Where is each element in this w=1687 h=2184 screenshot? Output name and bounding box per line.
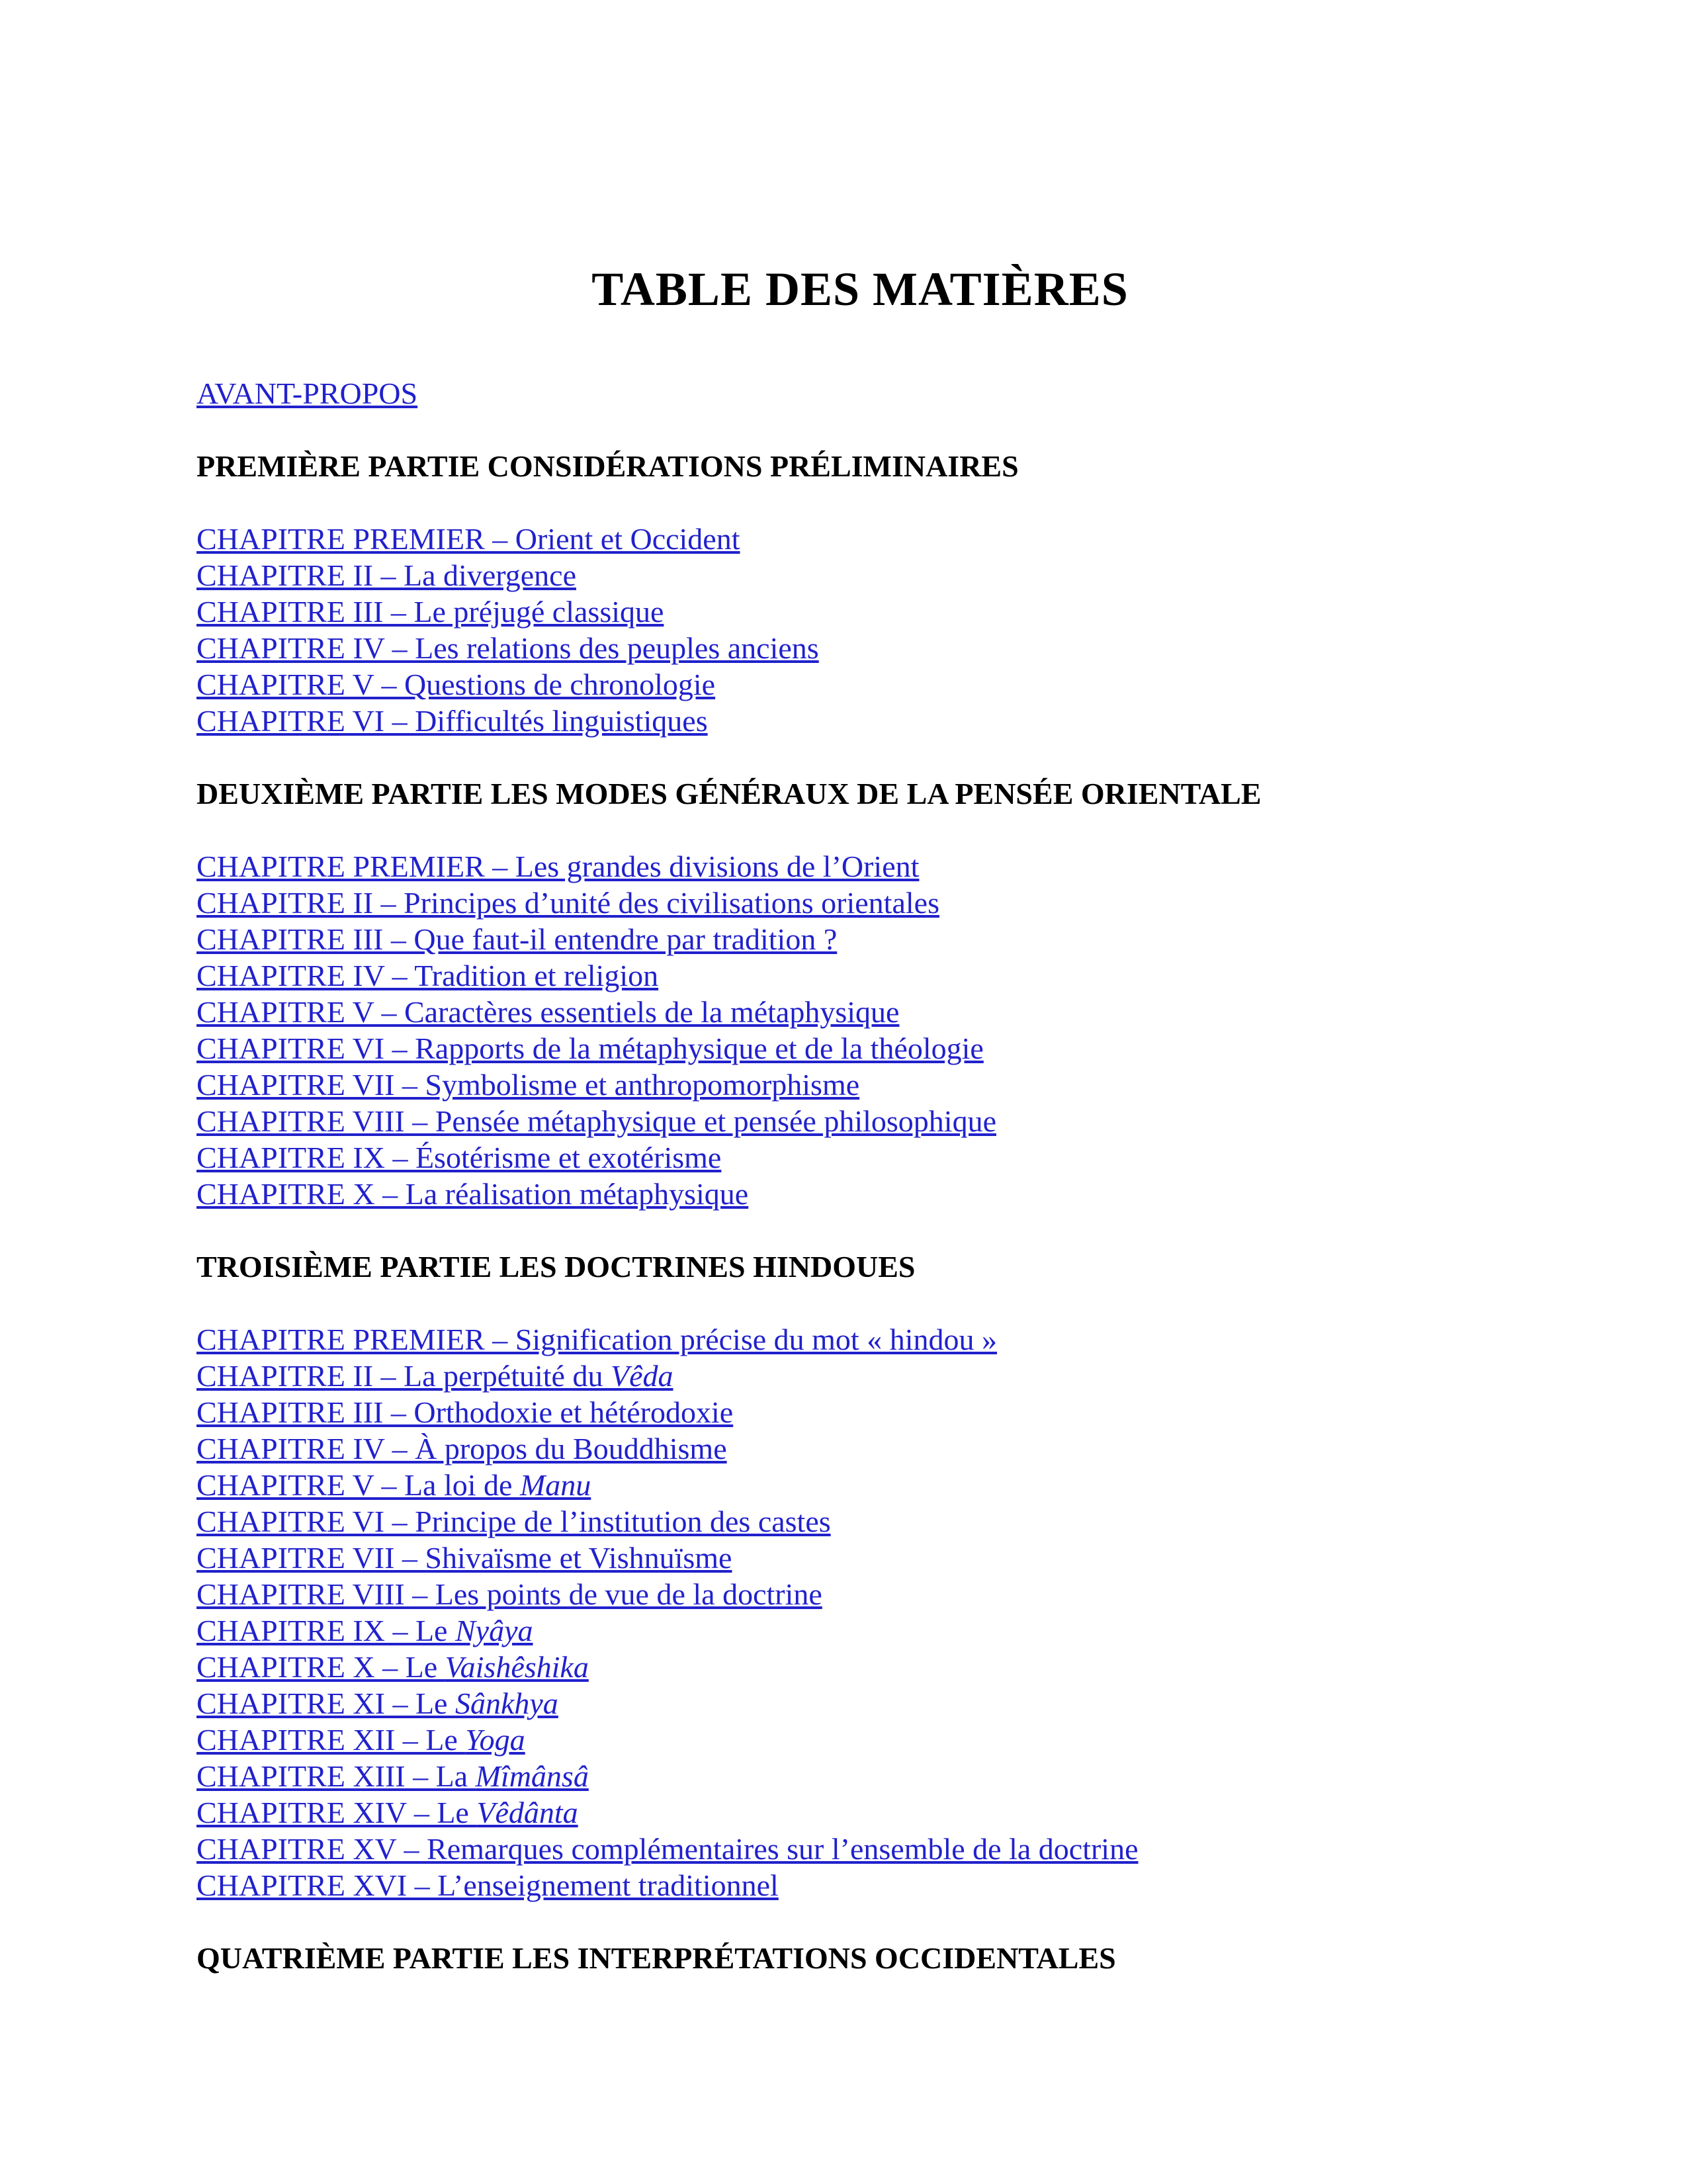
toc-entry <box>196 957 1524 994</box>
toc-link[interactable] <box>196 1723 525 1757</box>
toc-link-text: CHAPITRE III – Que faut-il entendre par tradition ? <box>196 922 838 957</box>
toc-entry <box>196 703 1524 739</box>
toc-link-text: CHAPITRE PREMIER – Les grandes divisions de l’Orient <box>196 850 920 884</box>
toc-link-text: CHAPITRE V – La loi de <box>196 1468 520 1503</box>
toc-link[interactable] <box>196 850 919 883</box>
toc-link[interactable] <box>196 1541 732 1575</box>
toc-link[interactable] <box>196 1868 779 1902</box>
toc-entry <box>196 1176 1524 1212</box>
toc-link-text: CHAPITRE IV – Tradition et religion <box>196 959 659 993</box>
toc-link[interactable] <box>196 1323 997 1356</box>
toc-entry <box>196 848 1524 885</box>
toc-link-text: CHAPITRE V – Questions de chronologie <box>196 668 716 702</box>
toc-link-text: CHAPITRE XII – Le <box>196 1723 466 1757</box>
toc-entry <box>196 1321 1524 1358</box>
toc-link-text: CHAPITRE VI – Difficultés linguistiques <box>196 704 708 738</box>
toc-link-text: CHAPITRE III – Orthodoxie et hétérodoxie <box>196 1395 734 1430</box>
part-2-heading: DEUXIÈME PARTIE LES MODES GÉNÉRAUX DE LA PENSÉE ORIENTALE <box>196 777 1262 811</box>
toc-entry <box>196 1831 1524 1867</box>
part-1-chapter-list <box>196 521 1524 739</box>
toc-link[interactable] <box>196 1432 727 1465</box>
toc-link-text: CHAPITRE PREMIER – Orient et Occident <box>196 522 740 556</box>
toc-link[interactable] <box>196 1650 589 1684</box>
toc-entry <box>196 1649 1524 1685</box>
toc-link-text: CHAPITRE XV – Remarques complémentaires sur l’ensemble de la doctrine <box>196 1832 1139 1866</box>
toc-entry <box>196 1794 1524 1831</box>
toc-entry <box>196 1394 1524 1430</box>
toc-link-italic: Nyâya <box>454 1614 533 1648</box>
toc-entry <box>196 921 1524 957</box>
toc-link[interactable] <box>196 1141 721 1174</box>
toc-entry <box>196 666 1524 703</box>
toc-link[interactable] <box>196 1104 996 1138</box>
toc-link-text: CHAPITRE IX – Ésotérisme et exotérisme <box>196 1141 722 1175</box>
toc-link-italic: Mîmânsâ <box>475 1759 589 1794</box>
toc-entry <box>196 994 1524 1030</box>
toc-link[interactable] <box>196 558 576 592</box>
toc-entry <box>196 1467 1524 1503</box>
toc-entry <box>196 521 1524 557</box>
part-3-heading: TROISIÈME PARTIE LES DOCTRINES HINDOUES <box>196 1250 916 1284</box>
toc-entry <box>196 630 1524 666</box>
toc-entry <box>196 1612 1524 1649</box>
toc-link[interactable] <box>196 1068 859 1102</box>
toc-link-italic: Vêda <box>610 1359 673 1393</box>
toc-entry <box>196 1139 1524 1176</box>
toc-entry <box>196 1576 1524 1612</box>
toc-link-text: CHAPITRE XI – Le <box>196 1686 455 1721</box>
page-title: TABLE DES MATIÈRES <box>591 263 1129 316</box>
part-3-chapter-list <box>196 1321 1524 1903</box>
toc-link[interactable] <box>196 886 939 920</box>
toc-link[interactable] <box>196 1796 578 1829</box>
toc-link-italic: Vaishêshika <box>445 1650 589 1684</box>
toc-link-text: CHAPITRE VII – Shivaïsme et Vishnuïsme <box>196 1541 732 1575</box>
part-1-heading: PREMIÈRE PARTIE CONSIDÉRATIONS PRÉLIMINAIRES <box>196 449 1019 484</box>
toc-link-text: CHAPITRE V – Caractères essentiels de la métaphysique <box>196 995 900 1029</box>
toc-link-italic: Sânkhya <box>454 1686 558 1721</box>
toc-link[interactable] <box>196 1395 733 1429</box>
toc-link[interactable] <box>196 995 899 1029</box>
toc-link-text: CHAPITRE X – Le <box>196 1650 445 1684</box>
table-of-contents <box>196 375 1524 1976</box>
toc-link[interactable] <box>196 1359 673 1393</box>
toc-entry <box>196 593 1524 630</box>
toc-link[interactable] <box>196 1505 831 1538</box>
toc-link-text: CHAPITRE IV – À propos du Bouddhisme <box>196 1432 727 1466</box>
avant-propos-row <box>196 375 1524 412</box>
toc-entry <box>196 1430 1524 1467</box>
part-2-chapter-list <box>196 848 1524 1212</box>
toc-link-italic: Yoga <box>465 1723 525 1757</box>
toc-link-text: CHAPITRE II – Principes d’unité des civilisations orientales <box>196 886 939 920</box>
toc-link-italic: Manu <box>519 1468 591 1503</box>
toc-entry <box>196 1067 1524 1103</box>
toc-link-text: CHAPITRE VI – Principe de l’institution des castes <box>196 1505 831 1539</box>
toc-link[interactable] <box>196 1468 591 1502</box>
toc-link[interactable] <box>196 1614 533 1647</box>
toc-entry <box>196 1685 1524 1722</box>
toc-entry <box>196 1540 1524 1576</box>
toc-link[interactable] <box>196 631 819 665</box>
toc-entry <box>196 885 1524 921</box>
toc-entry <box>196 1030 1524 1067</box>
toc-link[interactable] <box>196 1759 589 1793</box>
toc-entry <box>196 1722 1524 1758</box>
toc-link-text: CHAPITRE VIII – Les points de vue de la doctrine <box>196 1577 822 1612</box>
toc-link-italic: Vêdânta <box>476 1796 578 1830</box>
toc-link-text: CHAPITRE VII – Symbolisme et anthropomorphisme <box>196 1068 860 1102</box>
toc-link[interactable] <box>196 1177 748 1211</box>
toc-entry <box>196 1358 1524 1394</box>
toc-link[interactable] <box>196 704 708 738</box>
toc-link[interactable] <box>196 1832 1139 1866</box>
toc-link-text: CHAPITRE XIII – La <box>196 1759 476 1794</box>
toc-link[interactable] <box>196 1031 984 1065</box>
toc-entry <box>196 1758 1524 1794</box>
toc-entry <box>196 1867 1524 1903</box>
toc-link[interactable] <box>196 1577 822 1611</box>
toc-link-text: CHAPITRE XIV – Le <box>196 1796 477 1830</box>
toc-link-text: CHAPITRE IV – Les relations des peuples anciens <box>196 631 819 666</box>
toc-link-text: CHAPITRE III – Le préjugé classique <box>196 595 664 629</box>
part-4-heading: QUATRIÈME PARTIE LES INTERPRÉTATIONS OCCIDENTALES <box>196 1941 1116 1976</box>
toc-link-text: CHAPITRE VIII – Pensée métaphysique et pensée philosophique <box>196 1104 996 1139</box>
toc-link-text: CHAPITRE XVI – L’enseignement traditionnel <box>196 1868 779 1903</box>
toc-link[interactable] <box>196 922 837 956</box>
toc-link-text: CHAPITRE II – La perpétuité du <box>196 1359 611 1393</box>
toc-link-text: CHAPITRE X – La réalisation métaphysique <box>196 1177 749 1211</box>
toc-link-text: CHAPITRE VI – Rapports de la métaphysique et de la théologie <box>196 1031 984 1066</box>
toc-link-text: CHAPITRE PREMIER – Signification précise du mot « hindou » <box>196 1323 997 1357</box>
toc-link-text: CHAPITRE II – La divergence <box>196 558 576 593</box>
toc-entry <box>196 1503 1524 1540</box>
toc-link[interactable] <box>196 522 740 556</box>
toc-link[interactable] <box>196 1686 558 1720</box>
toc-entry <box>196 557 1524 593</box>
toc-link[interactable] <box>196 668 715 701</box>
toc-link-text: CHAPITRE IX – Le <box>196 1614 455 1648</box>
avant-propos-link[interactable]: AVANT-PROPOS <box>196 376 418 411</box>
toc-link[interactable] <box>196 959 658 992</box>
toc-entry <box>196 1103 1524 1139</box>
toc-link[interactable] <box>196 595 664 629</box>
